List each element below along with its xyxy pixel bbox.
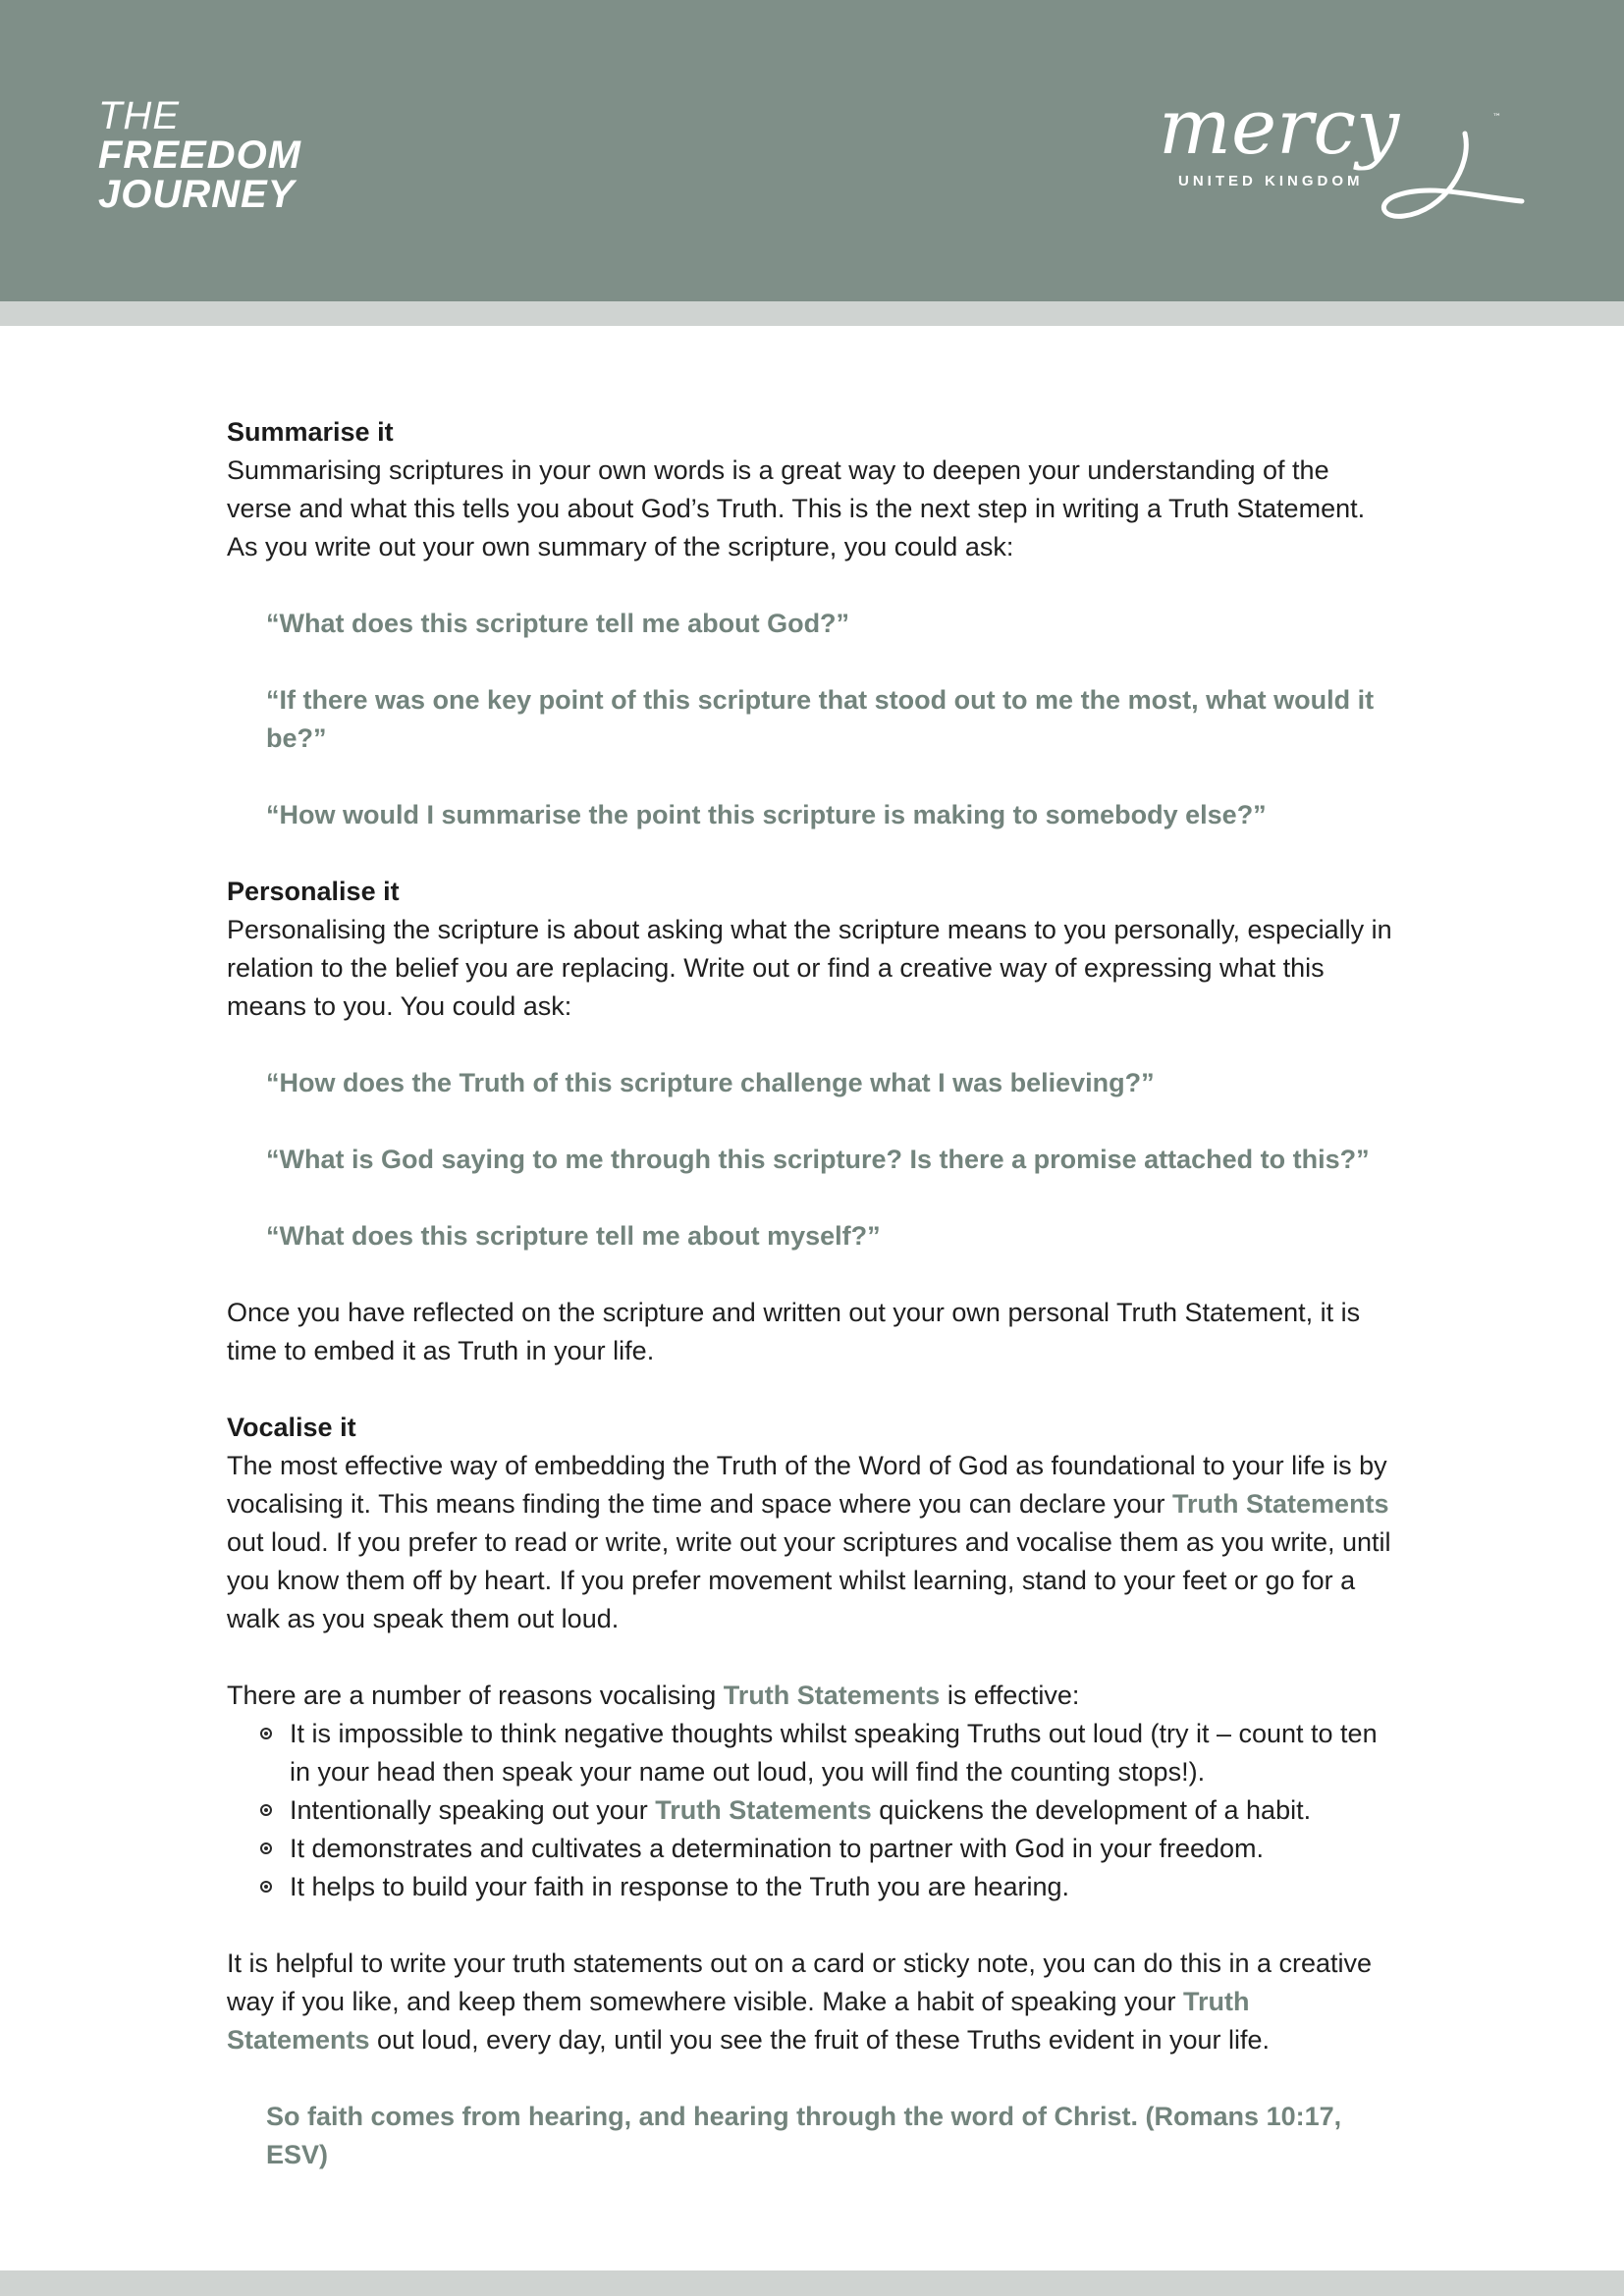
mercy-wordmark-icon	[1149, 88, 1532, 236]
reflect-paragraph: Once you have reflected on the scripture and written out your own personal Truth Statement, it is time to embed it as Truth in your life.	[227, 1298, 1361, 1365]
personalise-question: “What is God saying to me through this scripture? Is there a promise attached to this?”	[266, 1145, 1370, 1174]
summarise-question: “What does this scripture tell me about God?”	[266, 609, 850, 638]
list-item: It demonstrates and cultivates a determination to partner with God in your freedom.	[290, 1830, 1395, 1868]
footer-band	[0, 2270, 1624, 2296]
summarise-heading: Summarise it	[227, 417, 394, 447]
reasons-list	[227, 1715, 1395, 1906]
vocalise-body: The most effective way of embedding the Truth of the Word of God as foundational to your life is by vocalising it. This means finding the time and space where you can declare your Truth Statements out loud. If you prefer to read or write, write out your scriptures and vocalise them as you write, until you know them off by heart. If you prefer movement whilst learning, stand to your feet or go for a walk as you speak them out loud.	[227, 1451, 1391, 1633]
truth-statements-highlight: Truth Statements	[723, 1681, 941, 1710]
list-item: It helps to build your faith in response to the Truth you are hearing.	[290, 1868, 1395, 1906]
logo-subtitle: UNITED KINGDOM	[1178, 173, 1364, 189]
personalise-body: Personalising the scripture is about asking what the scripture means to you personally, especially in relation to the belief you are replacing. Write out or find a creative way of expressing what this means to you. You could ask:	[227, 915, 1392, 1021]
truth-statements-highlight: Truth Statements	[227, 1987, 1250, 2055]
document-body	[227, 413, 1395, 2174]
personalise-question: “How does the Truth of this scripture challenge what I was believing?”	[266, 1068, 1155, 1097]
mercy-logo	[1149, 88, 1532, 236]
list-item: Intentionally speaking out your Truth Statements quickens the development of a habit.	[290, 1791, 1395, 1830]
personalise-heading: Personalise it	[227, 877, 400, 906]
vocalise-heading: Vocalise it	[227, 1413, 356, 1442]
summarise-question: “How would I summarise the point this scripture is making to somebody else?”	[266, 800, 1267, 829]
brand-line-freedom: FREEDOM	[98, 133, 301, 177]
summarise-body: Summarising scriptures in your own words is a great way to deepen your understanding of the verse and what this tells you about God’s Truth. This is the next step in writing a Truth Statement. As you write out your own summary of the scripture, you could ask:	[227, 455, 1366, 561]
brand-line-the: THE	[98, 94, 180, 137]
scripture-verse: So faith comes from hearing, and hearing through the word of Christ. (Romans 10:17, ESV)	[266, 2102, 1342, 2169]
header-divider-band	[0, 301, 1624, 326]
closing-paragraph: It is helpful to write your truth statements out on a card or sticky note, you can do this in a creative way if you like, and keep them somewhere visible. Make a habit of speaking your Truth Statements out loud, every day, until you see the fruit of these Truths evident in your life.	[227, 1949, 1373, 2055]
truth-statements-highlight: Truth Statements	[655, 1795, 872, 1825]
truth-statements-highlight: Truth Statements	[1172, 1489, 1389, 1519]
personalise-question: “What does this scripture tell me about myself?”	[266, 1221, 881, 1251]
reasons-intro: There are a number of reasons vocalising Truth Statements is effective:	[227, 1681, 1080, 1710]
svg-text:mercy: mercy	[1159, 88, 1400, 172]
list-item: It is impossible to think negative thoughts whilst speaking Truths out loud (try it – count to ten in your head then speak your name out loud, you will find the counting stops!).	[290, 1715, 1395, 1791]
page-header	[0, 0, 1624, 301]
freedom-journey-brand	[98, 96, 301, 214]
bullet-icon	[260, 1728, 272, 1739]
bullet-icon	[260, 1842, 272, 1854]
bullet-icon	[260, 1881, 272, 1893]
bullet-icon	[260, 1804, 272, 1816]
brand-line-journey: JOURNEY	[98, 173, 296, 216]
svg-text:™: ™	[1492, 113, 1501, 123]
summarise-question: “If there was one key point of this scripture that stood out to me the most, what would it be?”	[266, 685, 1375, 753]
